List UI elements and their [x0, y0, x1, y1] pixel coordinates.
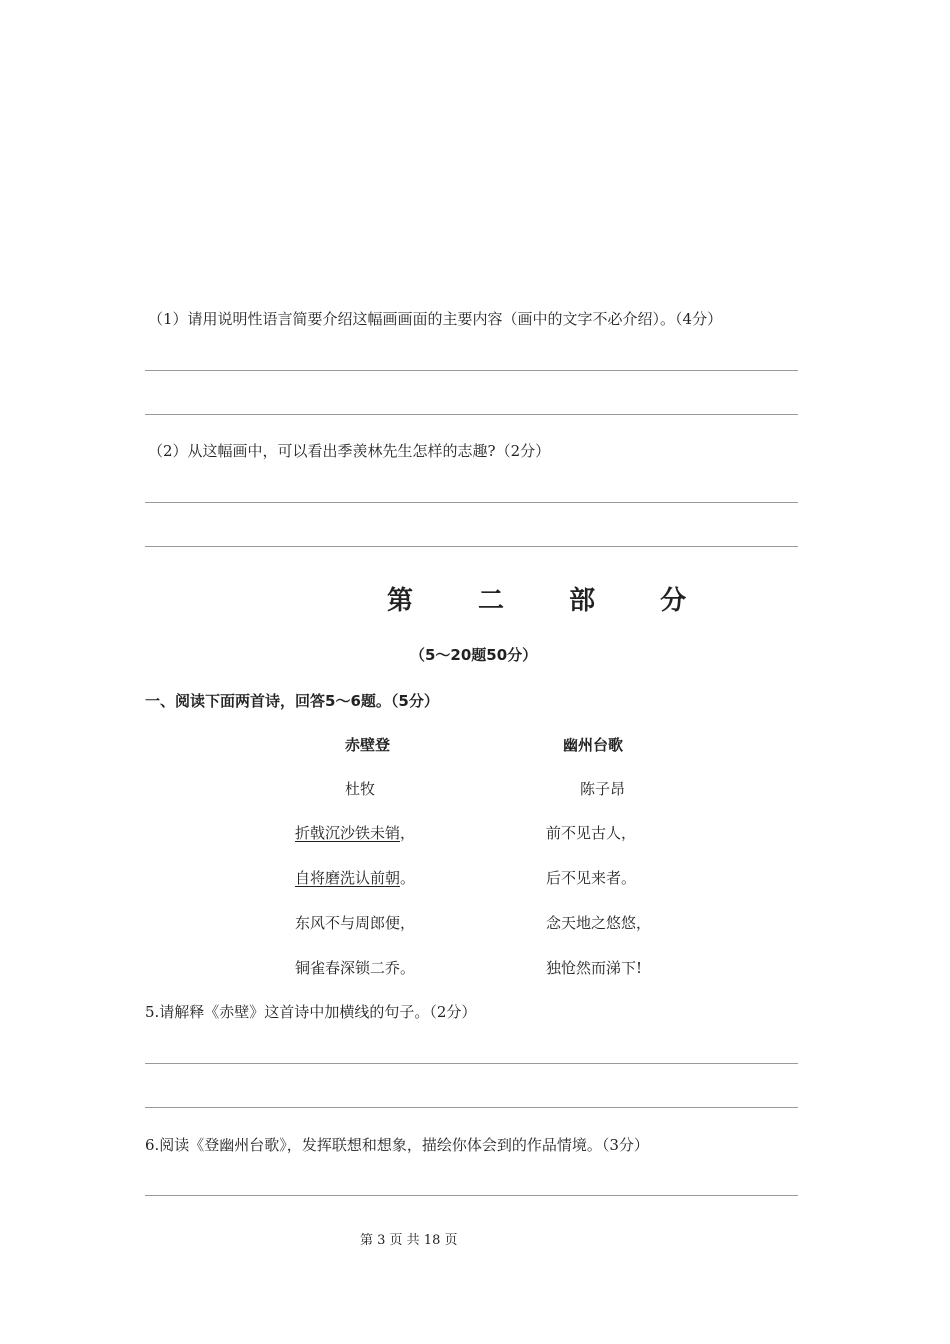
poem-left-title: 赤壁登 — [345, 736, 391, 754]
poem-left-line-2 — [295, 867, 415, 888]
punctuation: ， — [400, 824, 416, 842]
answer-line[interactable] — [145, 546, 798, 547]
poem-right-title: 幽州台歌 — [563, 736, 624, 754]
answer-line[interactable] — [145, 1107, 798, 1108]
answer-line[interactable] — [145, 414, 798, 415]
answer-line[interactable] — [145, 502, 798, 503]
page-footer: 第 3 页 共 18 页 — [360, 1233, 458, 1248]
poem-left-author: 杜牧 — [345, 780, 376, 798]
poem-right-line-4: 独怆然而涕下! — [546, 959, 643, 977]
part-subtitle: （5～20题50分） — [410, 646, 538, 664]
poem-right-line-1: 前不见古人， — [546, 824, 637, 842]
answer-line[interactable] — [145, 1063, 798, 1064]
poem-left-line-4: 铜雀春深锁二乔。 — [295, 959, 416, 977]
poem-right-line-3: 念天地之悠悠， — [546, 914, 652, 932]
poem-left-line-1 — [295, 822, 415, 843]
question-6: 6.阅读《登幽州台歌》，发挥联想和想象，描绘你体会到的作品情境。（3分） — [145, 1136, 649, 1154]
underlined-line: 自将磨洗认前朝 — [295, 869, 401, 887]
section-heading: 一、阅读下面两首诗，回答5～6题。（5分） — [145, 692, 439, 710]
answer-line[interactable] — [145, 1195, 798, 1196]
question-5: 5.请解释《赤壁》这首诗中加横线的句子。（2分） — [145, 1003, 477, 1021]
answer-line[interactable] — [145, 370, 798, 371]
question-1: （1）请用说明性语言简要介绍这幅画画面的主要内容（画中的文字不必介绍）。（4分） — [148, 310, 723, 328]
poem-left-line-3: 东风不与周郎便， — [295, 914, 416, 932]
underlined-line: 折戟沉沙铁未销 — [295, 824, 401, 842]
part-title: 第 二 部 分 — [387, 586, 715, 616]
punctuation: 。 — [400, 869, 416, 887]
poem-right-line-2: 后不见来者。 — [546, 869, 637, 887]
question-2: （2）从这幅画中，可以看出季羡林先生怎样的志趣?（2分） — [148, 442, 551, 460]
poem-right-author: 陈子昂 — [580, 780, 626, 798]
